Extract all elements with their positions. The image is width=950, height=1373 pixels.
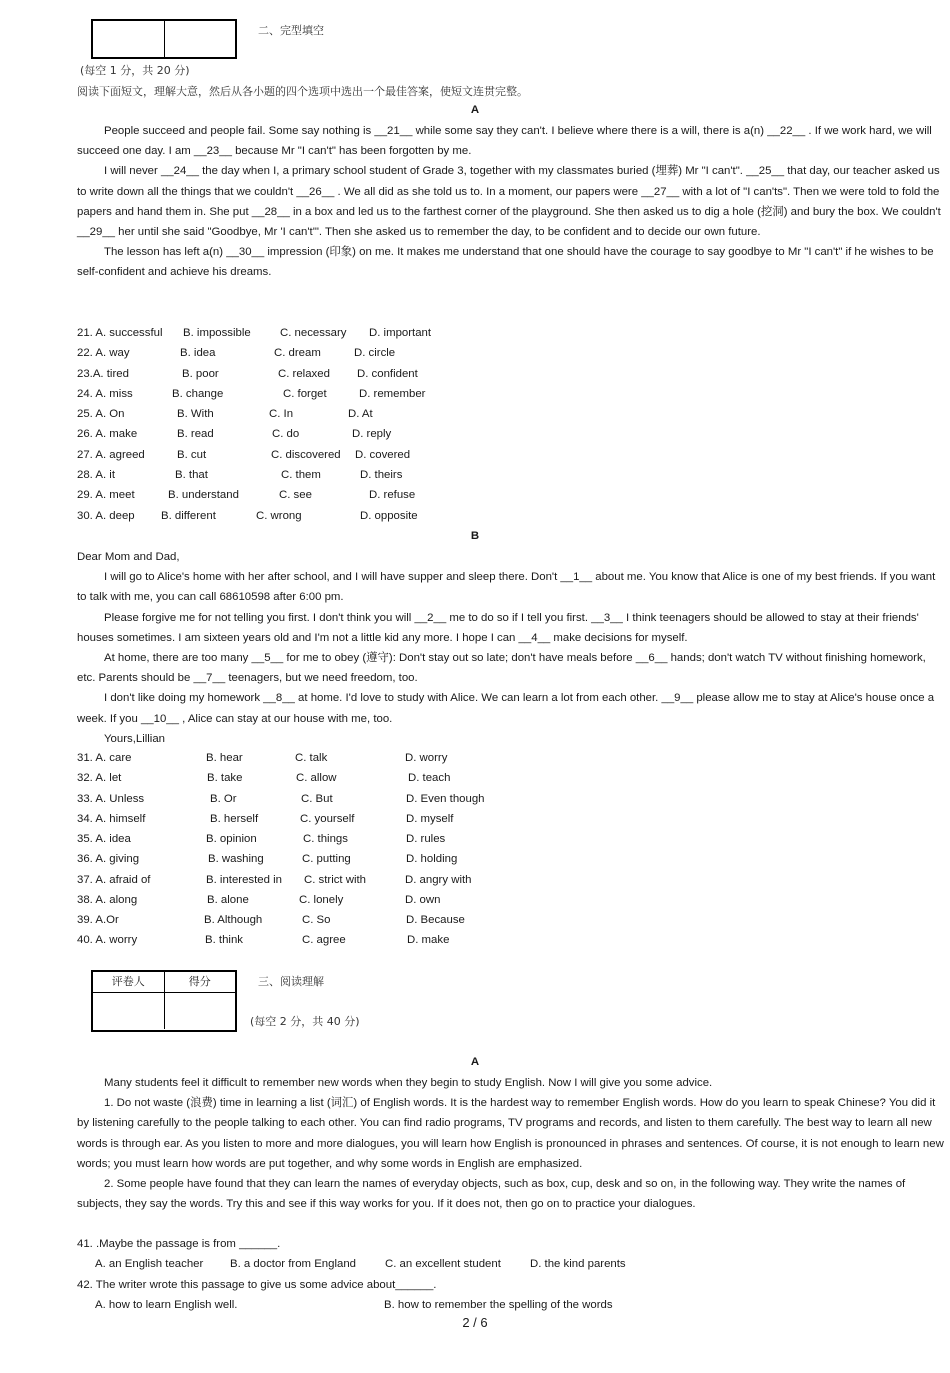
option[interactable]: D. own [405, 894, 441, 906]
option[interactable]: C. dream [274, 347, 321, 359]
grid-cell [93, 993, 165, 1029]
option[interactable]: C. allow [296, 772, 337, 784]
option[interactable]: D. important [369, 327, 432, 339]
paragraph: I will never __24__ the day when I, a primary school student of Grade 3, together with my classmates buried (埋葬) Mr "I can't". __25__ that day, our teacher asked us to write down all the things that we couldn't __26__ . We all did as she told us to. In a moment, our papers were __27__ with a lot of "I can'ts". Then we were told to fold the papers and hand them in. She put __28__ in a box and led us to the farthest corner of the playground. She then asked us to dig a hole (挖洞) and bury the box. We couldn't __29__ her until she said "Goodbye, Mr 'I can't'". Then she asked us to remember the day, to be confident and to decide our own future. [77, 165, 941, 239]
option[interactable]: D. rules [406, 833, 446, 845]
option[interactable]: A. how to learn English well. [95, 1299, 238, 1311]
option[interactable]: C. discovered [271, 449, 341, 461]
option[interactable]: C. strict with [304, 874, 367, 886]
option[interactable]: 26. A. make [77, 428, 138, 440]
option[interactable]: D. Because [406, 914, 465, 926]
option[interactable]: D. confident [357, 368, 418, 380]
instruction: 阅读下面短文，理解大意，然后从各小题的四个选项中选出一个最佳答案，使短文连贯完整。 [77, 85, 528, 98]
paragraph: I will go to Alice's home with her after school, and I will have supper and sleep there. Don't __1__ about me. You know that Alice is one of my best friends. If you want to talk with me, you can call 68610598 after 6:00 pm. [77, 571, 936, 604]
passage-label: A [470, 1056, 480, 1068]
option[interactable]: B. herself [210, 813, 259, 825]
option[interactable]: D. refuse [369, 489, 416, 501]
option[interactable]: B. a doctor from England [230, 1258, 356, 1270]
score-grid-top [91, 19, 237, 59]
option[interactable]: B. With [177, 408, 214, 420]
option[interactable]: D. covered [355, 449, 411, 461]
option[interactable]: B. how to remember the spelling of the words [384, 1299, 613, 1311]
option[interactable]: 33. A. Unless [77, 793, 145, 805]
option[interactable]: B. impossible [183, 327, 251, 339]
option[interactable]: D. At [348, 408, 373, 420]
signoff: Yours,Lillian [104, 732, 166, 745]
paragraph: Many students feel it difficult to remember new words when they begin to study English. Now I will give you some advice. [104, 1077, 713, 1089]
option[interactable]: 23.A. tired [77, 368, 129, 380]
option[interactable]: D. holding [406, 853, 458, 865]
option[interactable]: C. agree [302, 934, 346, 946]
option[interactable]: B. read [177, 428, 214, 440]
option[interactable]: C. But [301, 793, 333, 805]
option[interactable]: 40. A. worry [77, 934, 138, 946]
option[interactable]: D. the kind parents [530, 1258, 626, 1270]
option[interactable]: C. wrong [256, 510, 302, 522]
paragraph: 2. Some people have found that they can learn the names of everyday objects, such as box, cup, desk and so on, in the following way. They write the names of subjects, they say the words. Try this and see if this way works for you. If it does not, then go on to practice your dialogues. [77, 1178, 906, 1211]
section-title: 三、阅读理解 [258, 975, 324, 988]
option[interactable]: B. Or [210, 793, 237, 805]
option[interactable]: D. myself [406, 813, 454, 825]
option[interactable]: B. that [175, 469, 208, 481]
salutation: Dear Mom and Dad, [77, 551, 180, 563]
option[interactable]: D. remember [359, 388, 426, 400]
paragraph: The lesson has left a(n) __30__ impression (印象) on me. It makes me understand that one should have the courage to say goodbye to Mr "I can't" if he wishes to be self-confident and achieve his dreams. [77, 246, 934, 279]
option[interactable]: 24. A. miss [77, 388, 133, 400]
option[interactable]: C. relaxed [278, 368, 330, 380]
option[interactable]: C. see [279, 489, 312, 501]
option[interactable]: C. things [303, 833, 348, 845]
paragraph: I don't like doing my homework __8__ at home. I'd love to study with Alice. We can learn a lot from each other. __9__ please allow me to stay at Alice's house once a week. If you __10__ , Alice can stay at our house with me, too. [77, 692, 935, 725]
option[interactable]: D. reply [352, 428, 392, 440]
score-label: 得分 [188, 975, 211, 988]
option[interactable]: 27. A. agreed [77, 449, 145, 461]
option[interactable]: C. do [272, 428, 300, 440]
option[interactable]: 37. A. afraid of [77, 874, 151, 886]
question-stem: 41. .Maybe the passage is from ______. [77, 1238, 281, 1250]
option[interactable]: 38. A. along [77, 894, 138, 906]
passage-label: B [470, 530, 480, 542]
option[interactable]: D. teach [408, 772, 451, 784]
score-grid-bottom [91, 970, 237, 1032]
option[interactable]: 21. A. successful [77, 327, 163, 339]
passage-b [77, 547, 947, 749]
option[interactable]: B. opinion [206, 833, 257, 845]
option[interactable]: C. an excellent student [385, 1258, 501, 1270]
paragraph: 1. Do not waste (浪费) time in learning a list (词汇) of English words. It is the hardest way to remember English words. How do you learn to speak Chinese? You did it by listening carefully to the people talking to each other. You can find radio programs, TV programs and records, and listen to them carefully. The best way to learn all new words is through ear. As you listen to more and more dialogues, you will learn how English is pronounced in phrases and sentences. Of course, it is not enough to learn new words; you must learn how words are put together, and why some words in English are emphasized. [77, 1097, 944, 1170]
grid-cell [165, 993, 236, 1029]
option[interactable]: B. think [205, 934, 243, 946]
option[interactable]: D. angry with [405, 874, 472, 886]
option[interactable]: C. putting [302, 853, 351, 865]
option[interactable]: A. an English teacher [95, 1258, 204, 1270]
option[interactable]: B. change [172, 388, 224, 400]
paragraph: At home, there are too many __5__ for me to obey (遵守): Don't stay out so late; don't have meals before __6__ hands; don't watch TV without finishing homework, etc. Parents should be __7__ teenagers, but we need freedom, too. [77, 652, 926, 685]
question-stem: 42. The writer wrote this passage to give us some advice about______. [77, 1279, 437, 1291]
option[interactable]: 31. A. care [77, 752, 132, 764]
grid-cell [165, 21, 236, 57]
option[interactable]: 32. A. let [77, 772, 122, 784]
option[interactable]: C. talk [295, 752, 328, 764]
option[interactable]: D. opposite [360, 510, 418, 522]
option[interactable]: 39. A.Or [77, 914, 119, 926]
score-note: (每空 1 分，共 20 分) [80, 64, 190, 77]
option[interactable]: 30. A. deep [77, 510, 135, 522]
option[interactable]: B. poor [182, 368, 219, 380]
option[interactable]: B. different [161, 510, 216, 522]
option[interactable]: 28. A. it [77, 469, 115, 481]
option[interactable]: D. Even though [406, 793, 485, 805]
option[interactable]: D. make [407, 934, 450, 946]
grader-label: 评卷人 [93, 972, 165, 992]
option[interactable]: C. yourself [300, 813, 355, 825]
option[interactable]: C. So [302, 914, 331, 926]
option[interactable]: 22. A. way [77, 347, 130, 359]
grid-cell [93, 21, 165, 57]
option[interactable]: C. them [281, 469, 321, 481]
option[interactable]: B. idea [180, 347, 216, 359]
option[interactable]: D. worry [405, 752, 448, 764]
option[interactable]: B. hear [206, 752, 243, 764]
option[interactable]: 35. A. idea [77, 833, 131, 845]
section-title: 二、完型填空 [258, 24, 324, 37]
option[interactable]: 36. A. giving [77, 853, 140, 865]
option[interactable]: D. circle [354, 347, 396, 359]
option[interactable]: B. understand [168, 489, 239, 501]
passage-a [77, 121, 947, 283]
score-note: (每空 2 分，共 40 分) [250, 1015, 360, 1028]
option[interactable]: C. lonely [299, 894, 344, 906]
reading-passage-a [77, 1073, 947, 1214]
page-number: 2 / 6 [462, 1315, 488, 1330]
option[interactable]: B. cut [177, 449, 207, 461]
paragraph: Please forgive me for not telling you first. I don't think you will __2__ me to do so if I tell you first. __3__ I think teenagers should be allowed to stay at their friends' houses sometimes. I am sixteen years old and I'm not a little kid any more. I hope I can __4__ make decisions for myself. [77, 611, 919, 644]
option[interactable]: B. washing [208, 853, 264, 865]
paragraph: People succeed and people fail. Some say nothing is __21__ while some say they can't. I believe where there is a will, there is a(n) __22__ . If we work hard, we will succeed one day. I am __23__ because Mr "I can't" has been forgotten by me. [77, 125, 932, 158]
passage-label: A [470, 104, 480, 116]
option[interactable]: 34. A. himself [77, 813, 146, 825]
option[interactable]: C. necessary [280, 327, 347, 339]
option[interactable]: 29. A. meet [77, 489, 135, 501]
option[interactable]: C. forget [283, 388, 327, 400]
option[interactable]: 25. A. On [77, 408, 125, 420]
option[interactable]: B. Although [204, 914, 263, 926]
option[interactable]: B. take [207, 772, 243, 784]
option[interactable]: C. In [269, 408, 294, 420]
option[interactable]: B. alone [207, 894, 249, 906]
option[interactable]: D. theirs [360, 469, 403, 481]
option[interactable]: B. interested in [206, 874, 282, 886]
